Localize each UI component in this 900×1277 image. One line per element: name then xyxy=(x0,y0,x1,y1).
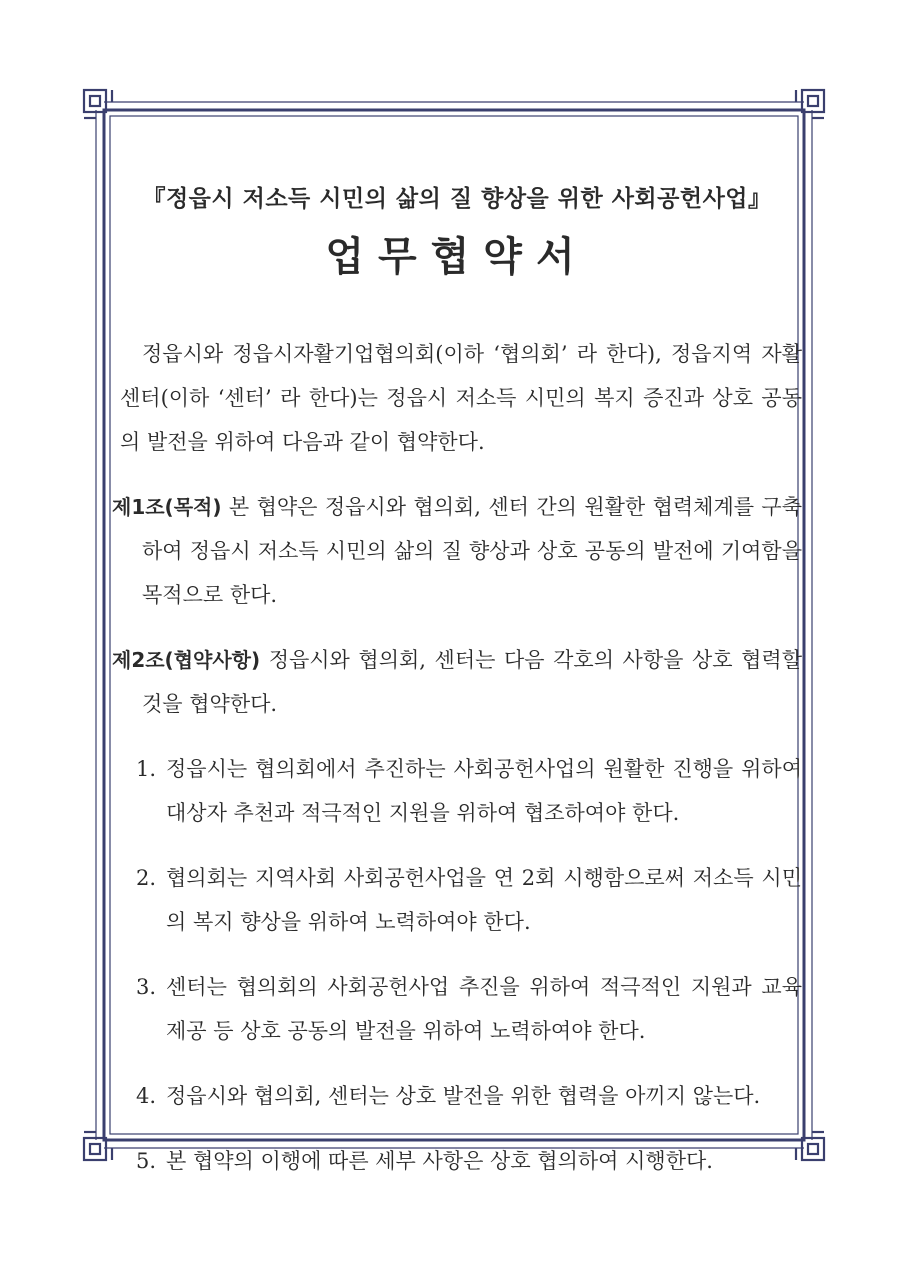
article-1-heading: 제1조(목적) xyxy=(112,495,222,519)
corner-ornament-top-left xyxy=(84,90,112,118)
intro-paragraph: 정읍시와 정읍시자활기업협의회(이하 ‘협의회’ 라 한다), 정읍지역 자활센터(이하 ‘센터’ 라 한다)는 정읍시 저소득 시민의 복지 증진과 상호 공동의 발전을 위하여 다음과 같이 협약한다. xyxy=(120,342,802,454)
list-item-number: 4. xyxy=(136,1084,157,1108)
list-item-text: 협의회는 지역사회 사회공헌사업을 연 2회 시행함으로써 저소득 시민의 복지 향상을 위하여 노력하여야 한다. xyxy=(166,866,802,934)
corner-ornament-top-right xyxy=(796,90,824,118)
list-item-number: 3. xyxy=(136,975,157,999)
list-item xyxy=(112,1074,802,1118)
list-item-text: 본 협약의 이행에 따른 세부 사항은 상호 협의하여 시행한다. xyxy=(166,1149,713,1173)
list-item xyxy=(112,747,802,835)
corner-ornament-bottom-left xyxy=(84,1132,112,1160)
article-1-text: 본 협약은 정읍시와 협의회, 센터 간의 원활한 협력체계를 구축하여 정읍시 저소득 시민의 삶의 질 향상과 상호 공동의 발전에 기여함을 목적으로 한다. xyxy=(142,495,802,607)
list-item-text: 센터는 협의회의 사회공헌사업 추진을 위하여 적극적인 지원과 교육 제공 등 상호 공동의 발전을 위하여 노력하여야 한다. xyxy=(166,975,802,1043)
list-item-number: 2. xyxy=(136,866,157,890)
list-item-number: 1. xyxy=(136,757,157,781)
article-2-items xyxy=(112,747,802,1183)
document-body xyxy=(112,180,802,1204)
article-2-heading: 제2조(협약사항) xyxy=(112,648,261,672)
article-1 xyxy=(112,485,802,617)
article-2-text: 정읍시와 협의회, 센터는 다음 각호의 사항을 상호 협력할 것을 협약한다. xyxy=(142,648,802,716)
list-item xyxy=(112,1139,802,1183)
article-2 xyxy=(112,638,802,726)
document-title: 업무협약서 xyxy=(325,233,589,280)
document-subtitle: 『정읍시 저소득 시민의 삶의 질 향상을 위한 사회공헌사업』 xyxy=(142,185,772,212)
list-item-number: 5. xyxy=(136,1149,157,1173)
list-item xyxy=(112,965,802,1053)
list-item xyxy=(112,856,802,944)
list-item-text: 정읍시와 협의회, 센터는 상호 발전을 위한 협력을 아끼지 않는다. xyxy=(166,1084,761,1108)
list-item-text: 정읍시는 협의회에서 추진하는 사회공헌사업의 원활한 진행을 위하여 대상자 추천과 적극적인 지원을 위하여 협조하여야 한다. xyxy=(166,757,802,825)
